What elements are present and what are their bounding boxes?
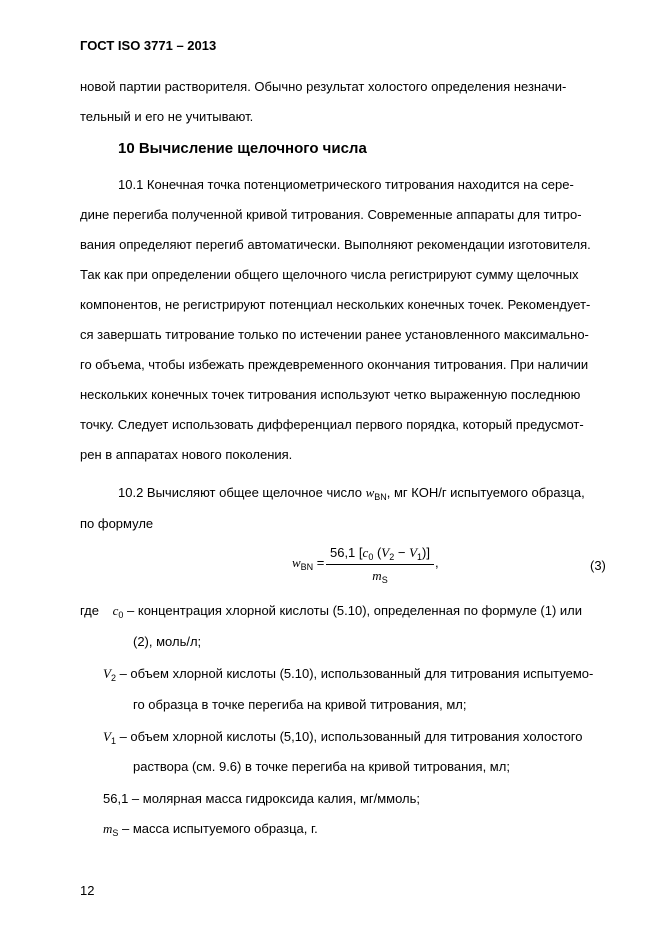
text-line: компонентов, не регистрируют потенциал нескольких конечных точек. Рекомендует- [80, 297, 591, 312]
variable: V [103, 666, 111, 681]
formula [292, 543, 442, 589]
subscript: S [112, 828, 119, 838]
variable: c [362, 545, 369, 560]
text-run: , мг КОН/г испытуемого образца, [386, 485, 585, 500]
paragraph-10-1 [80, 170, 607, 470]
subscript: 0 [118, 610, 124, 620]
variable: V [103, 729, 111, 744]
where-label: где [80, 603, 99, 618]
definition-text: – концентрация хлорной кислоты (5.10), определенная по формуле (1) или [123, 603, 583, 618]
text-line [80, 478, 607, 509]
intro-paragraph [80, 72, 607, 132]
minus-sign: − [394, 545, 410, 560]
text-line: рен в аппаратах нового поколения. [80, 447, 293, 462]
variable: m [372, 568, 382, 583]
variable: c [112, 603, 119, 618]
page-number: 12 [80, 883, 95, 898]
equals-sign: = [313, 555, 325, 570]
formula-comma: , [435, 555, 439, 570]
bracket: [ [355, 545, 363, 560]
text-line: ся завершать титрование только по истечении ранее установленного максимально- [80, 327, 589, 342]
paragraph-10-2 [80, 478, 607, 539]
text-line: нескольких конечных точек титрования используют четко выраженную последнюю [80, 387, 581, 402]
text-run: 10.2 Вычисляют общее щелочное число [118, 485, 366, 500]
definition-ms [103, 814, 318, 845]
variable: m [103, 821, 113, 836]
text-line: точку. Следует использовать дифференциал первого порядка, который предусмот- [80, 417, 584, 432]
bracket: ( [373, 545, 382, 560]
definition-c0-cont: (2), моль/л; [133, 634, 202, 649]
variable: w [365, 485, 375, 500]
fraction-bar [326, 564, 434, 565]
definition-v2-cont: го образца в точке перегиба на кривой титрования, мл; [133, 697, 467, 712]
definition-v1-cont: раствора (см. 9.6) в точке перегиба на кривой титрования, мл; [133, 759, 510, 774]
document-header: ГОСТ ISO 3771 – 2013 [80, 38, 217, 53]
variable: w [292, 555, 301, 570]
subscript: BN [374, 492, 387, 502]
text-line: го объема, чтобы избежать преждевременного окончания титрования. При наличии [80, 357, 589, 372]
subscript: 2 [110, 673, 116, 683]
definition-v1 [103, 722, 607, 753]
definition-molar-mass: 56,1 – молярная масса гидроксида калия, мг/ммоль; [103, 791, 421, 806]
formula-number: (3) [590, 558, 606, 573]
constant: 56,1 [329, 545, 356, 560]
subscript: 1 [110, 736, 116, 746]
denominator [326, 566, 434, 586]
definition-text: – объем хлорной кислоты (5,10), использованный для титрования холостого [115, 729, 583, 744]
bracket: )] [422, 545, 430, 560]
definition-c0 [80, 596, 607, 627]
text-line: 10.1 Конечная точка потенциометрического титрования находится на сере- [118, 177, 574, 192]
subscript: 1 [417, 552, 423, 562]
subscript: 2 [389, 552, 395, 562]
formula-lhs [292, 555, 324, 571]
variable: V [409, 545, 418, 560]
section-title: 10 Вычисление щелочного числа [118, 140, 367, 157]
text-line: дине перегиба полученной кривой титрования. Современные аппараты для титро- [80, 207, 582, 222]
text-line: вания определяют перегиб автоматически. Выполняют рекомендации изготовителя. [80, 237, 591, 252]
fraction [326, 543, 434, 586]
definition-text: – объем хлорной кислоты (5.10), использованный для титрования испытуемо- [115, 666, 594, 681]
text-line: новой партии растворителя. Обычно результат холостого определения незначи- [80, 79, 567, 94]
subscript: S [381, 575, 388, 585]
definition-text: – масса испытуемого образца, г. [118, 821, 318, 836]
subscript: 0 [368, 552, 374, 562]
text-line: Так как при определении общего щелочного числа регистрируют сумму щелочных [80, 267, 579, 282]
text-line: тельный и его не учитывают. [80, 109, 254, 124]
text-line: по формуле [80, 516, 154, 531]
definition-v2 [103, 659, 607, 690]
variable: V [381, 545, 390, 560]
numerator [326, 543, 434, 563]
subscript: BN [300, 562, 314, 572]
